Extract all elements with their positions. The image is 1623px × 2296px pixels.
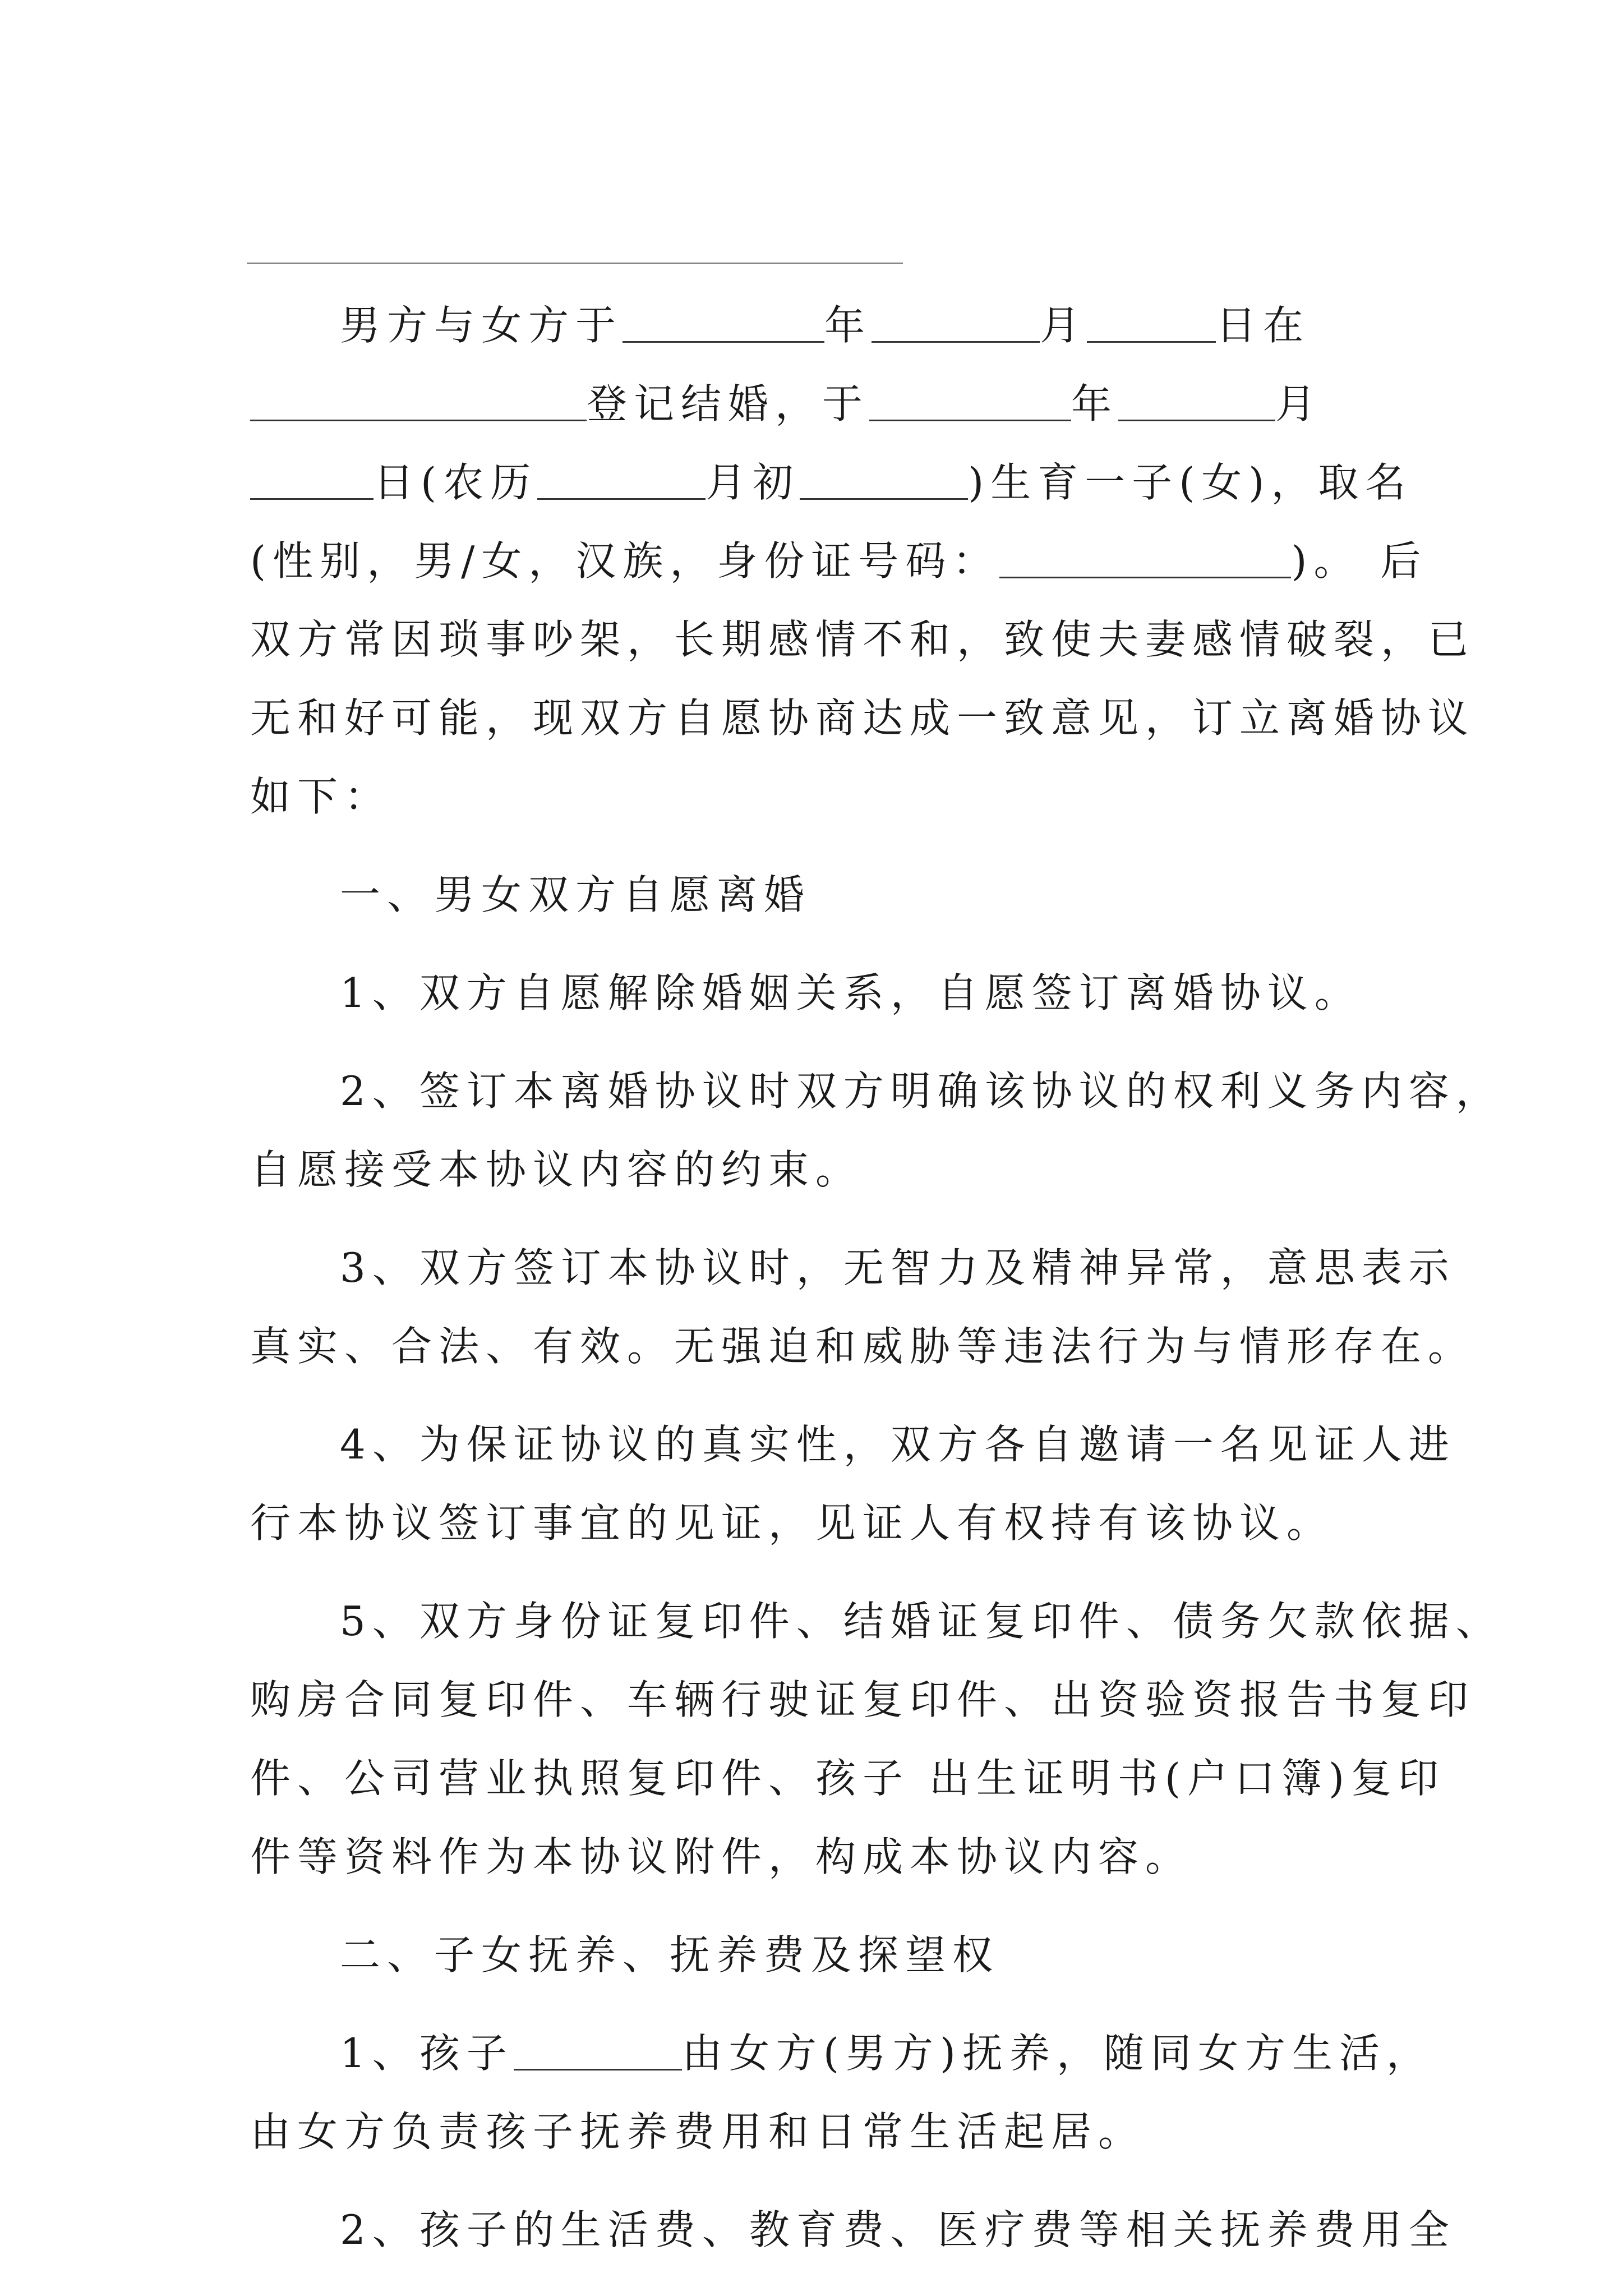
section2-item2: 2、孩子的生活费、教育费、医疗费等相关抚养费用全 — [340, 2206, 1456, 2253]
section2-item1-cont: 由女方负责孩子抚养费用和日常生活起居。 — [250, 2108, 1146, 2155]
section2-item1-text: 由女方(男方)抚养，随同女方生活， — [681, 2030, 1433, 2077]
section1-item4-cont: 行本协议签订事宜的见证，见证人有权持有该协议。 — [250, 1499, 1334, 1547]
year-blank[interactable] — [623, 302, 824, 343]
section1-item2-cont: 自愿接受本协议内容的约束。 — [250, 1146, 863, 1193]
intro-text: )。 后 — [1291, 537, 1428, 585]
month-blank[interactable] — [872, 302, 1040, 343]
child-name-blank[interactable] — [514, 2030, 682, 2070]
intro-line-3 — [250, 443, 1417, 522]
day-blank[interactable] — [250, 459, 374, 500]
document-body — [250, 286, 1503, 2269]
intro-text: 日在 — [1216, 302, 1311, 349]
section1-item4: 4、为保证协议的真实性，双方各自邀请一名见证人进 — [340, 1421, 1456, 1468]
intro-text: 年 — [824, 302, 872, 349]
header-rule — [247, 263, 903, 264]
intro-text: )生育一子(女)，取名 — [968, 459, 1413, 506]
intro-line-6: 无和好可能，现双方自愿协商达成一致意见，订立离婚协议 — [250, 694, 1476, 742]
section1-item5-cont: 件、公司营业执照复印件、孩子 出生证明书(户口簿)复印 — [250, 1755, 1446, 1802]
id-number-blank[interactable] — [999, 537, 1291, 578]
place-blank[interactable] — [250, 380, 587, 421]
intro-text: 月 — [1040, 302, 1087, 349]
intro-text: 月 — [1275, 380, 1323, 427]
section1-item3: 3、双方签订本协议时，无智力及精神异常，意思表示 — [340, 1244, 1456, 1291]
section1-item2: 2、签订本离婚协议时双方明确该协议的权利义务内容， — [340, 1068, 1503, 1115]
section1-item5-cont: 件等资料作为本协议附件，构成本协议内容。 — [250, 1833, 1193, 1880]
lunar-day-blank[interactable] — [800, 459, 968, 500]
section1-item1: 1、双方自愿解除婚姻关系，自愿签订离婚协议。 — [340, 969, 1362, 1016]
intro-line-5: 双方常因琐事吵架，长期感情不和，致使夫妻感情破裂，已 — [250, 616, 1476, 663]
intro-text: 年 — [1071, 380, 1119, 427]
intro-text: 日(农历 — [374, 459, 538, 506]
intro-line-4 — [250, 522, 1428, 600]
intro-line-2 — [250, 365, 1417, 443]
year-blank[interactable] — [869, 380, 1071, 421]
section2-heading: 二、子女抚养、抚养费及探望权 — [340, 1931, 1000, 1978]
intro-text: 登记结婚，于 — [587, 380, 870, 427]
intro-text: (性别，男/女，汉族，身份证号码： — [250, 537, 1000, 585]
intro-line-1 — [250, 286, 1417, 365]
section1-item5-cont: 购房合同复印件、车辆行驶证复印件、出资验资报告书复印 — [250, 1676, 1476, 1723]
day-blank[interactable] — [1087, 302, 1216, 343]
lunar-month-blank[interactable] — [537, 459, 706, 500]
section1-item5: 5、双方身份证复印件、结婚证复印件、债务欠款依据、 — [340, 1598, 1503, 1645]
intro-text: 男方与女方于 — [340, 302, 623, 349]
section1-item3-cont: 真实、合法、有效。无强迫和威胁等违法行为与情形存在。 — [250, 1323, 1476, 1370]
intro-text: 月初 — [706, 459, 800, 506]
section2-item1 — [250, 2014, 1433, 2092]
intro-line-7: 如下： — [250, 773, 392, 820]
month-blank[interactable] — [1118, 380, 1275, 421]
section1-heading: 一、男女双方自愿离婚 — [340, 871, 811, 918]
section2-item1-text: 1、孩子 — [340, 2030, 514, 2077]
